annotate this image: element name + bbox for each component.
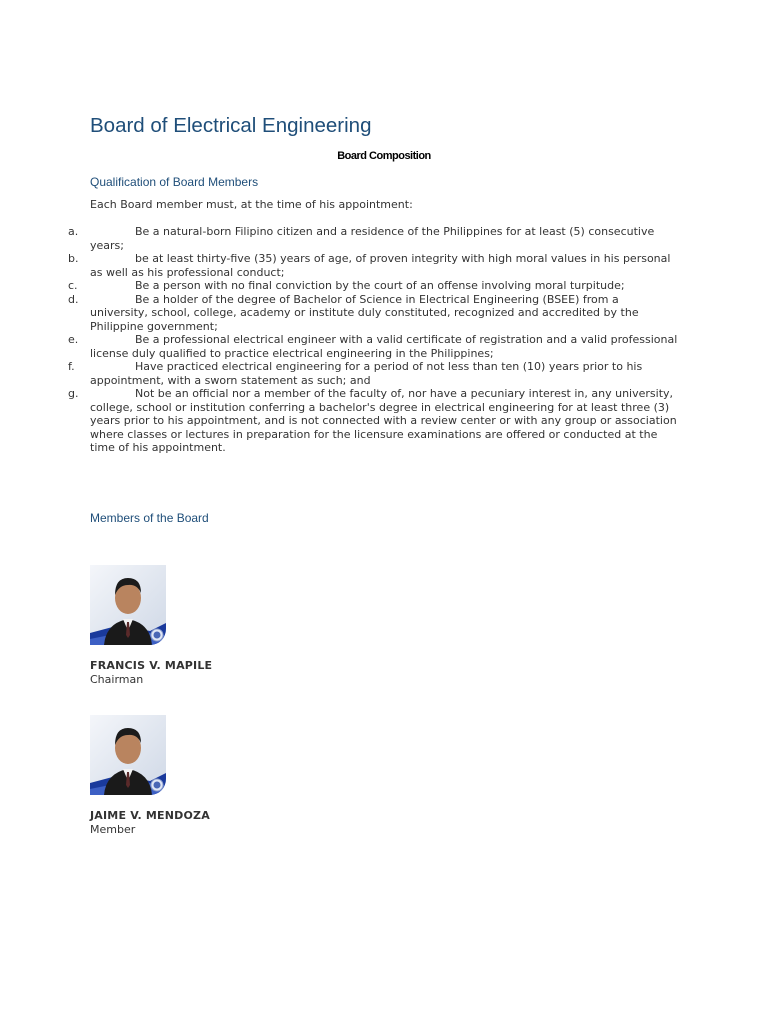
list-marker: f. xyxy=(68,360,75,373)
member-card-chairman xyxy=(90,565,390,686)
qualification-text: Have practiced electrical engineering for a period of not less than ten (10) years prior to his appointment, with a sworn statement as such; and xyxy=(90,360,643,387)
portrait-image xyxy=(90,565,166,645)
qualification-item-f xyxy=(0,360,768,387)
qualification-item-b xyxy=(0,252,768,279)
qualification-text: Be a professional electrical engineer with a valid certificate of registration and a valid professional license duly qualified to practice electrical engineering in the Philippines; xyxy=(90,333,678,360)
member-role: Member xyxy=(90,822,136,836)
members-heading: Members of the Board xyxy=(90,511,209,525)
list-marker: a. xyxy=(68,225,79,238)
member-photo xyxy=(90,565,166,645)
member-role: Chairman xyxy=(90,672,144,686)
member-name: FRANCIS V. MAPILE xyxy=(90,659,213,672)
qualification-item-e xyxy=(0,333,768,360)
qualification-text: Be a natural-born Filipino citizen and a residence of the Philippines for at least (5) consecutive years; xyxy=(90,225,655,252)
list-marker: e. xyxy=(68,333,79,346)
qualification-text: Not be an official nor a member of the faculty of, nor have a pecuniary interest in, any university, college, school or institution conferring a bachelor's degree in electrical engineering for at least three (3) years prior to his appointment, and is not connected with a review center or with any group or association where classes or lectures in preparation for the licensure examinations are offered or conducted at the time of his appointment. xyxy=(90,387,677,454)
qualification-item-c xyxy=(0,279,768,293)
portrait-image xyxy=(90,715,166,795)
qualification-text: Be a person with no final conviction by the court of an offense involving moral turpitude; xyxy=(135,279,625,292)
list-marker: g. xyxy=(68,387,79,400)
list-marker: c. xyxy=(68,279,78,292)
page-title: Board of Electrical Engineering xyxy=(90,114,372,137)
qualification-item-a xyxy=(0,225,768,252)
board-composition-subtitle: Board Composition xyxy=(337,150,431,162)
member-name: JAIME V. MENDOZA xyxy=(90,809,210,822)
member-card-member xyxy=(90,715,390,836)
qualification-heading: Qualification of Board Members xyxy=(90,175,259,189)
qualification-item-g xyxy=(0,387,768,455)
list-marker: b. xyxy=(68,252,79,265)
qualification-text: Be a holder of the degree of Bachelor of Science in Electrical Engineering (BSEE) from a university, school, college, academy or institute duly constituted, recognized and accredited by the Philippine government; xyxy=(90,292,639,333)
qualification-list xyxy=(0,225,768,455)
qualification-text: be at least thirty-five (35) years of age, of proven integrity with high moral values in his personal as well as his professional conduct; xyxy=(90,252,671,279)
qualification-intro: Each Board member must, at the time of his appointment: xyxy=(90,198,413,211)
list-marker: d. xyxy=(68,292,79,306)
member-photo xyxy=(90,715,166,795)
qualification-item-d xyxy=(0,293,768,334)
